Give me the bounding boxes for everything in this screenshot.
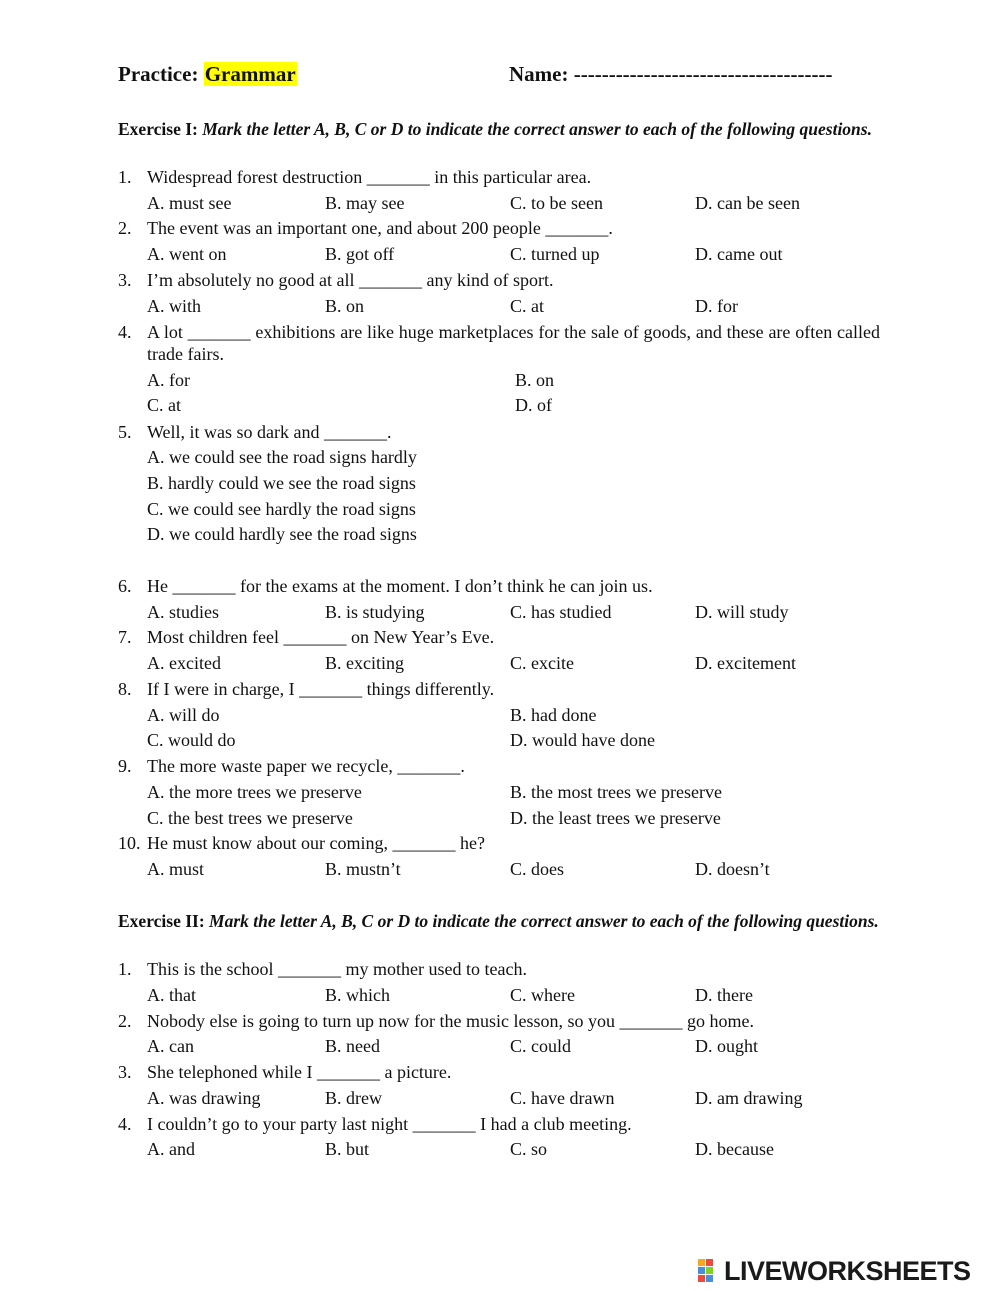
- question-stem: Well, it was so dark and _______.: [147, 422, 392, 442]
- options-2-1: [147, 984, 887, 1006]
- option-a[interactable]: A. must: [147, 859, 205, 879]
- practice-label: Practice:: [118, 62, 199, 86]
- logo-blocks-icon: [698, 1259, 720, 1283]
- name-label: Name:: [509, 62, 569, 86]
- option-b[interactable]: B. got off: [325, 244, 395, 264]
- question-number: 9.: [118, 756, 132, 776]
- option-a[interactable]: A. for: [147, 370, 190, 390]
- question-2-1: [118, 958, 880, 980]
- option-b[interactable]: B. hardly could we see the road signs: [147, 473, 416, 493]
- options-1-7: [147, 652, 887, 674]
- question-stem: I’m absolutely no good at all _______ any kind of sport.: [147, 270, 554, 290]
- exercise-2-heading: [118, 910, 880, 932]
- option-b[interactable]: B. is studying: [325, 602, 425, 622]
- option-c[interactable]: C. has studied: [510, 602, 612, 622]
- options-1-10: [147, 858, 887, 880]
- exercise-2-instruction: Mark the letter A, B, C or D to indicate the correct answer to each of the following questions.: [209, 911, 879, 931]
- option-a[interactable]: A. that: [147, 985, 196, 1005]
- option-b[interactable]: B. had done: [510, 705, 597, 725]
- question-2-4: [118, 1113, 880, 1135]
- exercise-1-title: Exercise I:: [118, 119, 198, 139]
- question-1-8: [118, 678, 880, 700]
- question-stem: Nobody else is going to turn up now for the music lesson, so you _______ go home.: [147, 1011, 754, 1031]
- question-number: 1.: [118, 167, 132, 187]
- question-1-3: [118, 269, 880, 291]
- question-1-7: [118, 626, 880, 648]
- option-a[interactable]: A. we could see the road signs hardly: [147, 447, 417, 467]
- name-line: -------------------------------------: [573, 62, 833, 86]
- option-a[interactable]: A. went on: [147, 244, 227, 264]
- options-1-6: [147, 601, 887, 623]
- option-b[interactable]: B. on: [325, 296, 365, 316]
- options-2-4: [147, 1138, 887, 1160]
- option-d[interactable]: D. came out: [695, 244, 783, 264]
- option-b[interactable]: B. on: [515, 370, 555, 390]
- option-a[interactable]: A. the more trees we preserve: [147, 782, 362, 802]
- option-d[interactable]: D. will study: [695, 602, 789, 622]
- options-1-5-row-1: [147, 446, 887, 468]
- question-number: 4.: [118, 1114, 132, 1134]
- question-number: 1.: [118, 959, 132, 979]
- option-b[interactable]: B. the most trees we preserve: [510, 782, 722, 802]
- option-d[interactable]: D. there: [695, 985, 753, 1005]
- option-d[interactable]: D. for: [695, 296, 738, 316]
- option-c[interactable]: C. at: [510, 296, 544, 316]
- question-2-2: [118, 1010, 880, 1032]
- options-1-9-row-2: [147, 807, 887, 829]
- options-1-2: [147, 243, 887, 265]
- question-stem: The more waste paper we recycle, _______.: [147, 756, 465, 776]
- options-1-5-row-4: [147, 523, 887, 545]
- option-d[interactable]: D. the least trees we preserve: [510, 808, 721, 828]
- question-number: 2.: [118, 218, 132, 238]
- question-stem: A lot _______ exhibitions are like huge marketplaces for the sale of goods, and these are often called trade fairs.: [147, 322, 880, 364]
- options-1-1: [147, 192, 887, 214]
- options-1-5-row-3: [147, 498, 887, 520]
- option-d[interactable]: D. we could hardly see the road signs: [147, 524, 417, 544]
- question-number: 6.: [118, 576, 132, 596]
- options-2-2: [147, 1035, 887, 1057]
- option-a[interactable]: A. and: [147, 1139, 195, 1159]
- option-b[interactable]: B. may see: [325, 193, 405, 213]
- option-a[interactable]: A. can: [147, 1036, 194, 1056]
- question-number: 10.: [118, 833, 141, 853]
- option-d[interactable]: D. would have done: [510, 730, 655, 750]
- options-1-9-row-1: [147, 781, 887, 803]
- question-1-10: [118, 832, 880, 854]
- options-1-4-row-2: [147, 394, 887, 416]
- question-stem: He _______ for the exams at the moment. I don’t think he can join us.: [147, 576, 653, 596]
- question-stem: Most children feel _______ on New Year’s Eve.: [147, 627, 495, 647]
- option-b[interactable]: B. exciting: [325, 653, 404, 673]
- question-number: 3.: [118, 1062, 132, 1082]
- question-1-9: [118, 755, 880, 777]
- question-1-4: [118, 321, 880, 365]
- question-number: 7.: [118, 627, 132, 647]
- options-1-5-row-2: [147, 472, 887, 494]
- question-number: 3.: [118, 270, 132, 290]
- option-a[interactable]: A. with: [147, 296, 201, 316]
- option-d[interactable]: D. ought: [695, 1036, 758, 1056]
- option-d[interactable]: D. of: [515, 395, 552, 415]
- question-stem: Widespread forest destruction _______ in this particular area.: [147, 167, 592, 187]
- option-d[interactable]: D. excitement: [695, 653, 796, 673]
- question-stem: This is the school _______ my mother used to teach.: [147, 959, 527, 979]
- question-1-5: [118, 421, 880, 443]
- question-number: 2.: [118, 1011, 132, 1031]
- question-1-2: [118, 217, 880, 239]
- options-1-8-row-1: [147, 704, 887, 726]
- options-1-3: [147, 295, 887, 317]
- option-b[interactable]: B. need: [325, 1036, 380, 1056]
- options-1-4-row-1: [147, 369, 887, 391]
- option-d[interactable]: D. doesn’t: [695, 859, 770, 879]
- option-c[interactable]: C. to be seen: [510, 193, 603, 213]
- question-number: 8.: [118, 679, 132, 699]
- worksheet-header: [118, 62, 888, 90]
- exercise-1-instruction: Mark the letter A, B, C or D to indicate the correct answer to each of the following questions.: [202, 119, 872, 139]
- question-stem: The event was an important one, and about 200 people _______.: [147, 218, 613, 238]
- option-b[interactable]: B. which: [325, 985, 390, 1005]
- exercise-2-title: Exercise II:: [118, 911, 205, 931]
- option-d[interactable]: D. because: [695, 1139, 774, 1159]
- option-c[interactable]: C. have drawn: [510, 1088, 615, 1108]
- option-a[interactable]: A. will do: [147, 705, 220, 725]
- option-b[interactable]: B. drew: [325, 1088, 382, 1108]
- question-1-6: [118, 575, 880, 597]
- question-number: 4.: [118, 322, 132, 342]
- question-number: 5.: [118, 422, 132, 442]
- option-a[interactable]: A. must see: [147, 193, 232, 213]
- option-c[interactable]: C. would do: [147, 730, 236, 750]
- option-c[interactable]: C. at: [147, 395, 181, 415]
- logo-brand-text: LIVEWORKSHEETS: [724, 1256, 971, 1286]
- options-2-3: [147, 1087, 887, 1109]
- option-b[interactable]: B. but: [325, 1139, 370, 1159]
- practice-title: [118, 62, 297, 87]
- option-c[interactable]: C. we could see hardly the road signs: [147, 499, 416, 519]
- question-stem: If I were in charge, I _______ things differently.: [147, 679, 495, 699]
- practice-topic: Grammar: [204, 62, 296, 86]
- option-a[interactable]: A. was drawing: [147, 1088, 261, 1108]
- option-a[interactable]: A. studies: [147, 602, 219, 622]
- question-1-1: [118, 166, 880, 188]
- option-c[interactable]: C. does: [510, 859, 564, 879]
- option-b[interactable]: B. mustn’t: [325, 859, 401, 879]
- option-c[interactable]: C. where: [510, 985, 575, 1005]
- option-c[interactable]: C. the best trees we preserve: [147, 808, 353, 828]
- name-field: [509, 62, 832, 87]
- liveworksheets-logo: [698, 1256, 998, 1286]
- options-1-8-row-2: [147, 729, 887, 751]
- option-a[interactable]: A. excited: [147, 653, 221, 673]
- option-c[interactable]: C. so: [510, 1139, 548, 1159]
- question-stem: I couldn’t go to your party last night _______ I had a club meeting.: [147, 1114, 632, 1134]
- option-c[interactable]: C. could: [510, 1036, 571, 1056]
- option-d[interactable]: D. am drawing: [695, 1088, 803, 1108]
- question-stem: She telephoned while I _______ a picture.: [147, 1062, 452, 1082]
- exercise-1-heading: [118, 118, 880, 140]
- question-2-3: [118, 1061, 880, 1083]
- question-stem: He must know about our coming, _______ he?: [147, 833, 485, 853]
- option-c[interactable]: C. turned up: [510, 244, 600, 264]
- option-d[interactable]: D. can be seen: [695, 193, 800, 213]
- option-c[interactable]: C. excite: [510, 653, 574, 673]
